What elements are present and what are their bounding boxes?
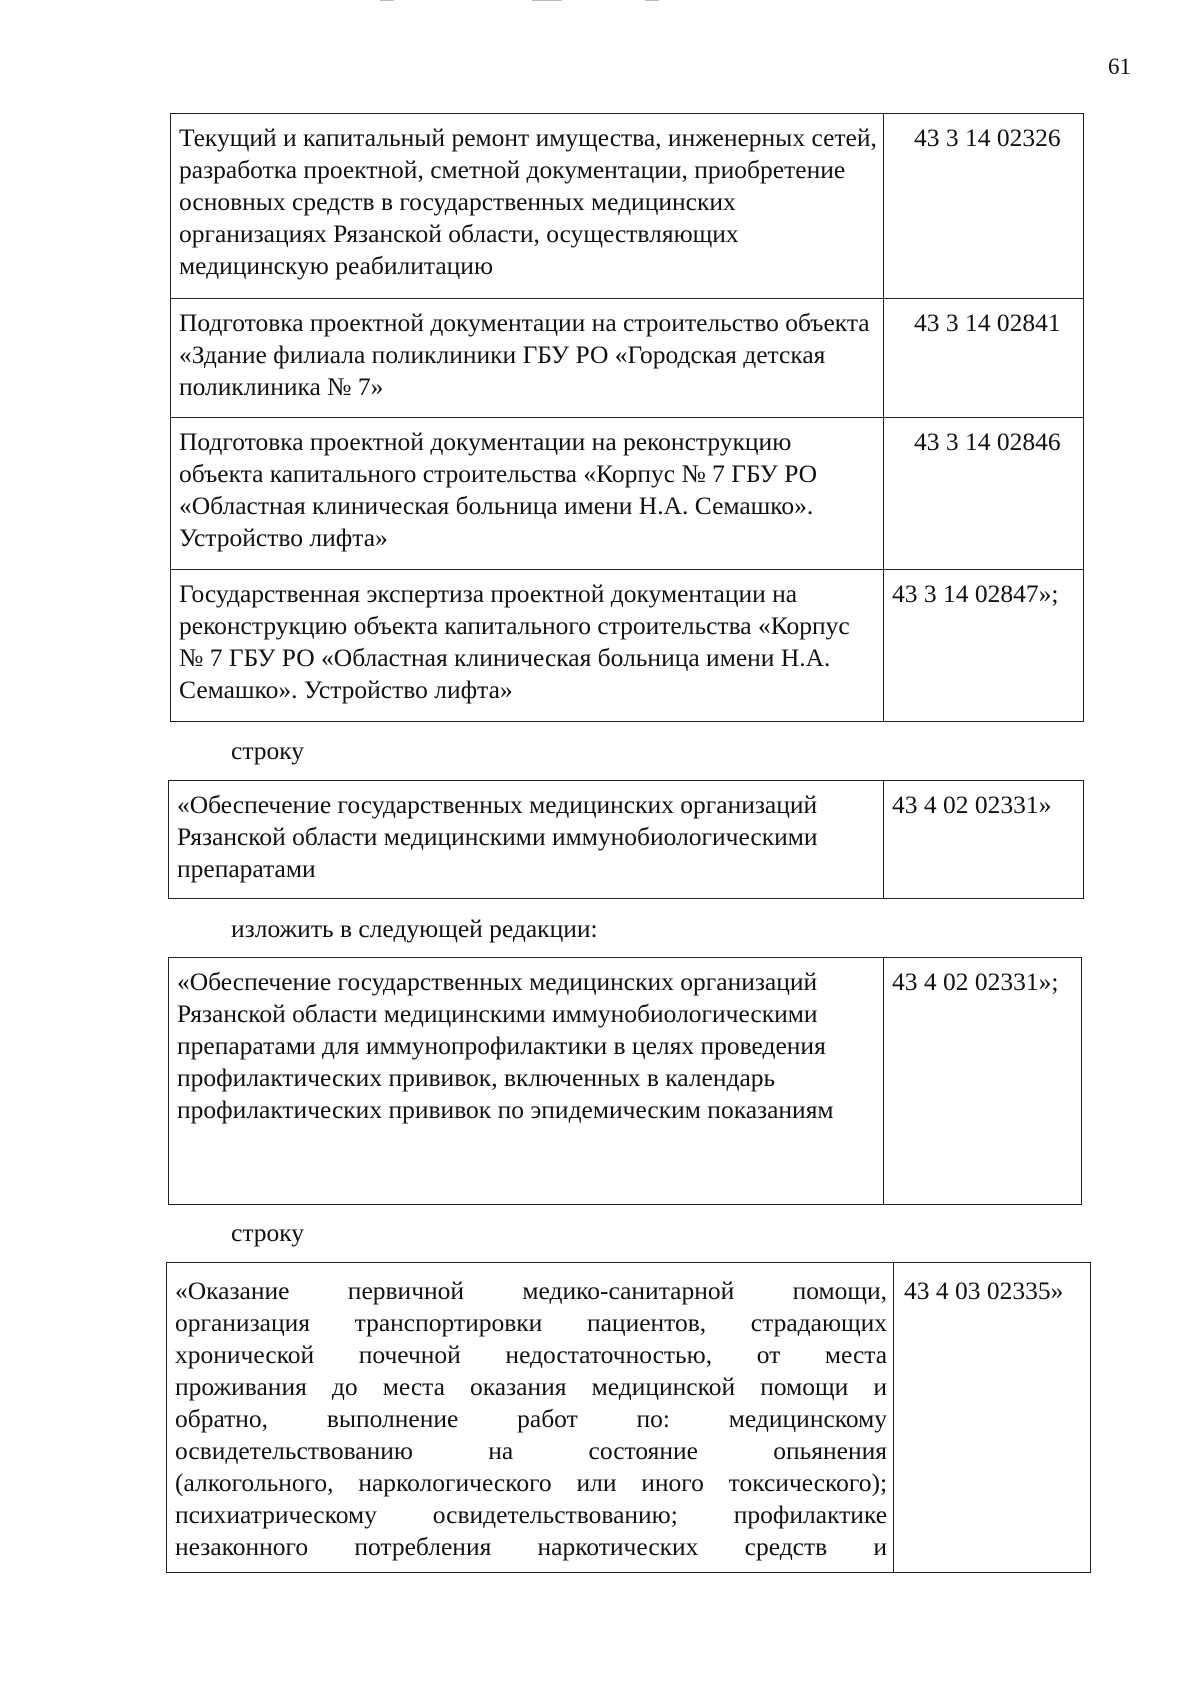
expense-name-cell: Текущий и капитальный ремонт имущества, инженерных сетей, разработка проектной, сметной документации, приобретение основных средств в государственных медицинских организациях Рязанской области, осуществляющих медицинскую реабилитацию — [171, 114, 884, 299]
paragraph-line: изложить в следующей редакции: — [231, 914, 598, 943]
expense-name-cell: Подготовка проектной документации на реконструкцию объекта капитального строительства «Корпус № 7 ГБУ РО «Областная клиническая больница имени Н.А. Семашко». Устройство лифта» — [171, 418, 884, 570]
expense-name-cell: «Обеспечение государственных медицинских организаций Рязанской области медицинскими иммунобиологическими препаратами для иммунопрофилактики в целях проведения профилактических прививок, включенных в календарь профилактических прививок по эпидемическим показаниям — [169, 958, 884, 1205]
budget-code-cell: 43 3 14 02841 — [884, 299, 1084, 418]
budget-code-cell: 43 4 03 02335» — [894, 1263, 1091, 1573]
text-line: проживания до места оказания медицинской помощи и — [175, 1372, 888, 1401]
budget-codes-table — [170, 113, 1084, 722]
page-number: 61 — [1108, 54, 1131, 79]
text-line: (алкогольного, наркологического или иного токсического); — [175, 1468, 888, 1497]
text-line: освидетельствованию на состояние опьянения — [175, 1436, 888, 1465]
text-line: обратно, выполнение работ по: медицинскому — [175, 1404, 888, 1433]
table-row — [171, 570, 1084, 722]
old-row-table — [168, 780, 1084, 899]
text-line: хронической почечной недостаточностью, от места — [175, 1340, 888, 1369]
expense-name-cell: Государственная экспертиза проектной документации на реконструкцию объекта капитального строительства «Корпус № 7 ГБУ РО «Областная клиническая больница имени Н.А. Семашко». Устройство лифта» — [171, 570, 884, 722]
scan-mark — [532, 0, 562, 1]
table-row — [171, 114, 1084, 299]
budget-code-cell: 43 3 14 02847»; — [884, 570, 1084, 722]
scan-mark — [380, 0, 394, 1]
replaced-row-table — [166, 1262, 1091, 1573]
budget-code-cell: 43 3 14 02326 — [884, 114, 1084, 299]
table-row — [169, 958, 1082, 1205]
budget-code-cell: 43 4 02 02331»; — [884, 958, 1082, 1205]
text-line: психиатрическому освидетельствованию; профилактике — [175, 1500, 888, 1529]
paragraph-line: строку — [231, 1218, 305, 1247]
table-row — [169, 781, 1084, 899]
new-row-table — [168, 957, 1082, 1205]
text-line: незаконного потребления наркотических средств и — [175, 1532, 888, 1561]
expense-name-cell: Подготовка проектной документации на строительство объекта «Здание филиала поликлиники ГБУ РО «Городская детская поликлиника № 7» — [171, 299, 884, 418]
budget-code-cell: 43 3 14 02846 — [884, 418, 1084, 570]
text-line: организация транспортировки пациентов, страдающих — [175, 1308, 888, 1337]
table-row — [167, 1263, 1091, 1573]
expense-name-cell — [167, 1263, 894, 1573]
expense-name-cell: «Обеспечение государственных медицинских организаций Рязанской области медицинскими иммунобиологическими препаратами — [169, 781, 884, 899]
table-row — [171, 418, 1084, 570]
paragraph-line: строку — [231, 736, 305, 765]
scan-mark — [645, 0, 659, 1]
budget-code-cell: 43 4 02 02331» — [884, 781, 1084, 899]
table-row — [171, 299, 1084, 418]
text-line: «Оказание первичной медико-санитарной помощи, — [175, 1276, 888, 1305]
